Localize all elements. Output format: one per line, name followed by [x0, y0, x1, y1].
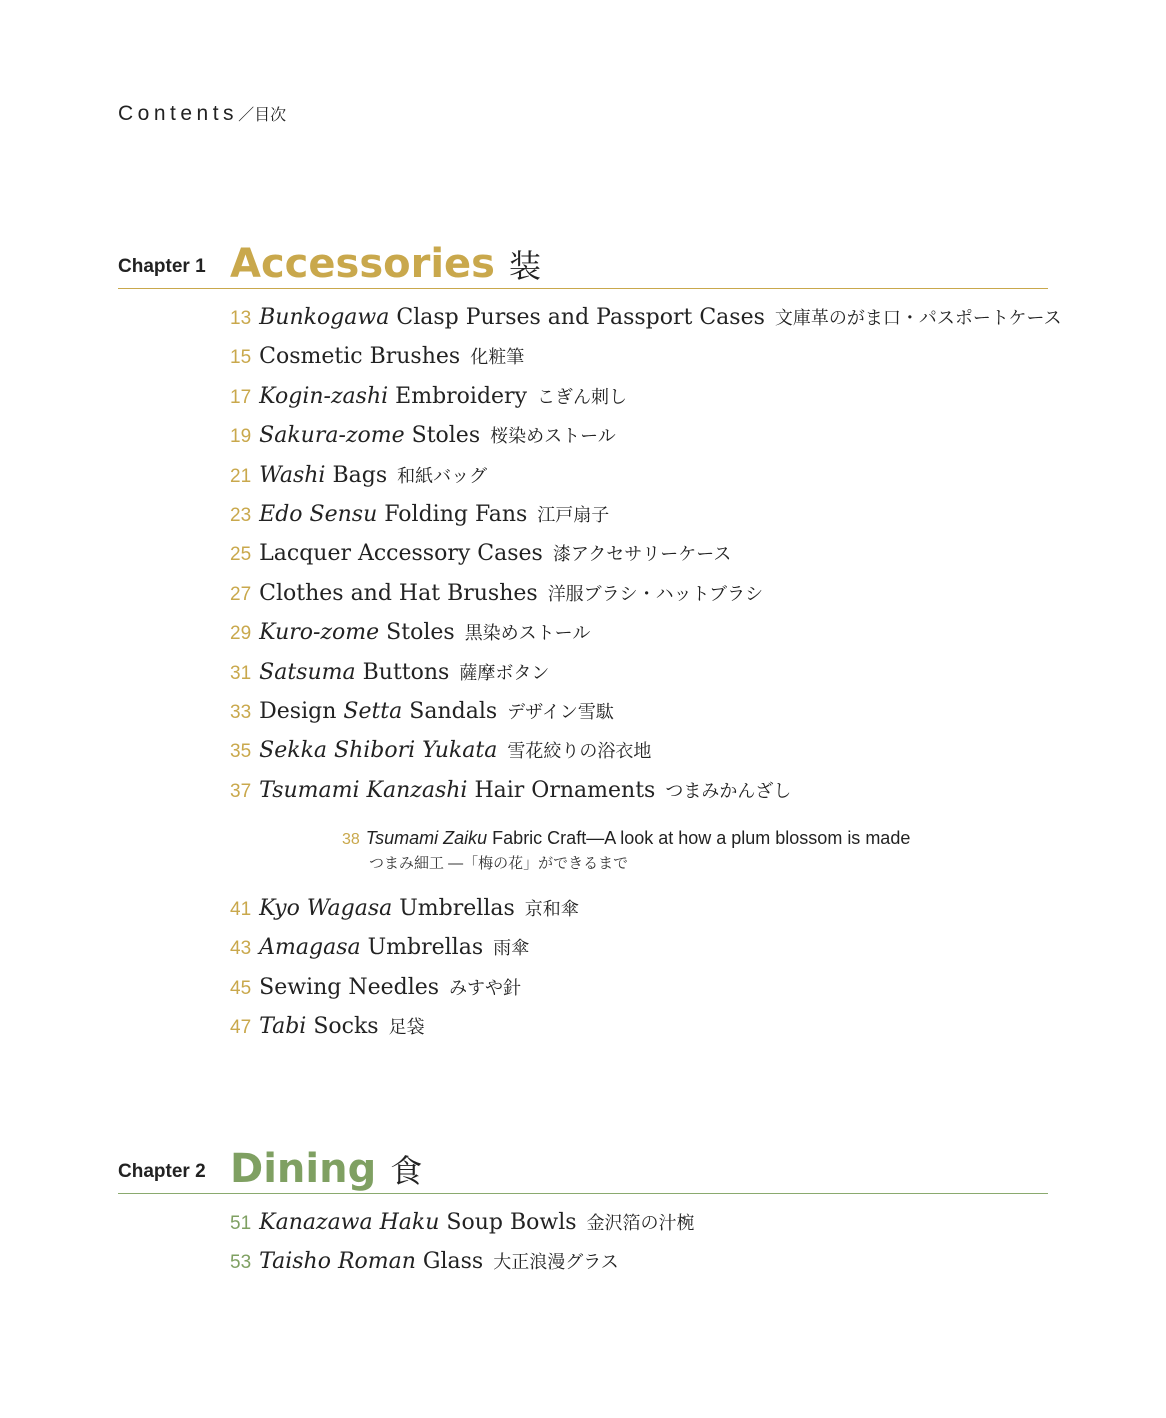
toc-entry[interactable]: [230, 894, 1060, 933]
toc-entry[interactable]: [230, 500, 1060, 539]
entry-japanese: みすや針: [449, 977, 522, 999]
entry-english: Lacquer Accessory Cases: [259, 541, 543, 567]
page-number: 45: [230, 977, 252, 999]
entry-italic: Sekka Shibori Yukata: [259, 738, 498, 764]
chapter-title: [230, 241, 541, 287]
toc-entry[interactable]: [230, 342, 1060, 381]
entry-japanese: つまみかんざし: [665, 780, 792, 802]
entry-english: Socks: [306, 1014, 379, 1040]
entry-english: Folding Fans: [377, 501, 528, 527]
chapter-2-entries: [230, 1208, 1060, 1287]
page-number: 47: [230, 1017, 252, 1039]
toc-entry[interactable]: [230, 461, 1060, 500]
entry-english: Cosmetic Brushes: [259, 344, 461, 370]
toc-entry[interactable]: [230, 382, 1060, 421]
entry-english: Sewing Needles: [259, 974, 440, 1000]
entry-italic: Taisho Roman: [259, 1249, 416, 1275]
contents-title: Contents: [118, 102, 239, 125]
entry-english: Hair Ornaments: [467, 777, 656, 803]
entry-italic: Edo Sensu: [259, 501, 378, 527]
entry-japanese: 雪花絞りの浴衣地: [507, 741, 652, 763]
toc-entry[interactable]: [230, 658, 1060, 697]
entry-italic: Tsumami Kanzashi: [259, 777, 468, 803]
page-number: 41: [230, 899, 252, 920]
page-number: 37: [230, 780, 252, 802]
entry-japanese: こぎん刺し: [537, 386, 627, 408]
entry-italic: Tsumami Zaiku: [365, 828, 488, 848]
page-number: 43: [230, 938, 252, 960]
entry-italic: Kogin-zashi: [259, 383, 389, 409]
entry-japanese: 洋服ブラシ・ハットブラシ: [547, 583, 764, 605]
sub-entry-japanese: つまみ細工 ―「梅の花」ができるまで: [369, 855, 629, 872]
toc-entry[interactable]: [230, 1208, 1060, 1247]
toc-entry[interactable]: [230, 933, 1060, 972]
entry-japanese: 和紙バッグ: [397, 465, 488, 487]
page-number: 21: [230, 465, 252, 487]
entry-japanese: 京和傘: [524, 899, 579, 920]
chapter-1-heading: [118, 238, 1048, 289]
contents-header: [118, 102, 286, 126]
entry-japanese: 化粧筆: [470, 347, 525, 369]
entry-italic: Tabi: [259, 1014, 307, 1040]
toc-entry[interactable]: [230, 303, 1060, 342]
toc-entry[interactable]: [230, 697, 1060, 736]
contents-title-jp: ／目次: [238, 107, 287, 124]
sub-entry[interactable]: [342, 826, 910, 876]
entry-english: Stoles: [404, 423, 481, 449]
page-number: 38: [342, 831, 360, 848]
toc-entry[interactable]: [230, 776, 1060, 815]
toc-entry[interactable]: [230, 1012, 1060, 1051]
chapter-title: [230, 1146, 423, 1192]
entry-italic: Amagasa: [259, 935, 361, 961]
entry-italic: Bunkogawa: [259, 305, 390, 330]
chapter-1-entries: [230, 303, 1060, 815]
entry-italic: Kyo Wagasa: [259, 896, 393, 921]
chapter-label: Chapter 1: [118, 256, 206, 277]
toc-entry[interactable]: [230, 736, 1060, 775]
page-number: 29: [230, 623, 252, 645]
page-number: 23: [230, 504, 252, 526]
page-number: 27: [230, 583, 252, 605]
chapter-1-entries-continued: [230, 894, 1060, 1052]
entry-english-prefix: Design: [259, 698, 344, 724]
entry-english: Embroidery: [388, 383, 527, 409]
entry-english: Clothes and Hat Brushes: [259, 580, 538, 606]
entry-japanese: 足袋: [388, 1017, 425, 1039]
toc-entry[interactable]: [230, 618, 1060, 657]
entry-english: Soup Bowls: [439, 1210, 577, 1235]
page-number: 13: [230, 308, 252, 329]
entry-english: Glass: [415, 1249, 484, 1275]
entry-english: Umbrellas: [360, 935, 484, 961]
entry-english: Fabric Craft—A look at how a plum blossom is made: [487, 828, 911, 848]
entry-english: Clasp Purses and Passport Cases: [389, 305, 765, 330]
sub-entry-title: [342, 826, 910, 852]
entry-japanese: 桜染めストール: [490, 426, 616, 448]
page-number: 53: [230, 1252, 252, 1274]
entry-japanese: 大正浪漫グラス: [493, 1252, 619, 1274]
entry-japanese: 文庫革のがま口・パスポートケース: [774, 308, 1062, 329]
page-number: 15: [230, 347, 252, 369]
entry-japanese: 江戸扇子: [537, 504, 610, 526]
entry-japanese: 雨傘: [493, 938, 530, 960]
entry-italic: Sakura-zome: [259, 423, 405, 449]
entry-japanese: 黒染めストール: [464, 623, 591, 645]
chapter-label: Chapter 2: [118, 1161, 206, 1182]
entry-english: Buttons: [355, 659, 450, 685]
chapter-title-text: Dining: [230, 1146, 377, 1192]
page-number: 17: [230, 386, 252, 408]
page-number: 51: [230, 1213, 252, 1234]
entry-italic: Kuro-zome: [259, 620, 380, 646]
page-number: 19: [230, 426, 252, 448]
chapter-kanji: 装: [508, 247, 541, 285]
page-number: 25: [230, 544, 252, 566]
entry-japanese: 金沢箔の汁椀: [586, 1213, 695, 1234]
page-number: 31: [230, 662, 252, 684]
page-number: 33: [230, 701, 252, 723]
chapter-title-text: Accessories: [230, 241, 495, 287]
toc-entry[interactable]: [230, 973, 1060, 1012]
chapter-kanji: 食: [390, 1152, 423, 1190]
entry-italic: Washi: [259, 462, 326, 488]
chapter-2-heading: [118, 1143, 1048, 1194]
toc-entry[interactable]: [230, 579, 1060, 618]
entry-english: Umbrellas: [392, 896, 515, 921]
entry-italic: Setta: [343, 698, 403, 724]
toc-entry[interactable]: [230, 539, 1060, 578]
entry-italic: Kanazawa Haku: [259, 1210, 440, 1235]
entry-english: Sandals: [402, 698, 498, 724]
entry-japanese: 薩摩ボタン: [459, 662, 550, 684]
page-number: 35: [230, 741, 252, 763]
entry-english: Stoles: [379, 620, 455, 646]
entry-italic: Satsuma: [259, 659, 356, 685]
entry-japanese: デザイン雪駄: [507, 701, 614, 723]
entry-japanese: 漆アクセサリーケース: [552, 544, 732, 566]
toc-entry[interactable]: [230, 421, 1060, 460]
entry-english: Bags: [325, 462, 388, 488]
toc-entry[interactable]: [230, 1247, 1060, 1286]
